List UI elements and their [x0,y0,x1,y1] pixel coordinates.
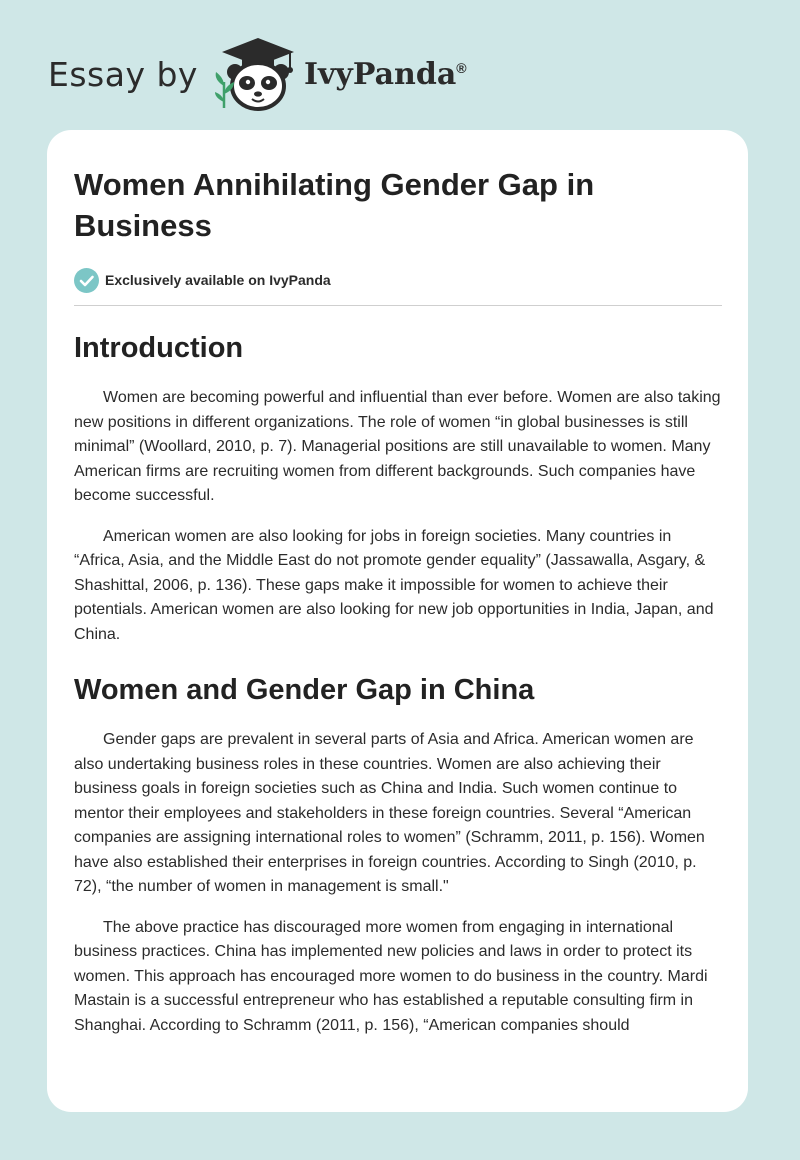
paragraph: The above practice has discouraged more women from engaging in international business practices. China has implemented new policies and laws in order to protect its women. This approach has encouraged more women to do business in the country. Mardi Mastain is a successful entrepreneur who has established a reputable consulting firm in Shanghai. According to Schramm (2011, p. 156), “American companies should [74,918,708,1034]
section-heading-introduction: Introduction [74,332,244,364]
brand-prefix: Essay by [48,54,198,94]
essay-title: Women Annihilating Gender Gap in Business [74,167,595,243]
brand-name: IvyPanda® [303,56,467,92]
check-circle-icon [74,268,99,293]
paragraph: Gender gaps are prevalent in several parts of Asia and Africa. American women are also undertaking business roles in these countries. Women are also achieving their business goals in foreign societies such as China and India. Such women continue to mentor their employees and stakeholders in these foreign countries. Several “American companies are assigning international roles to women” (Schramm, 2011, p. 156). Women have also established their enterprises in foreign countries. According to Singh (2010, p. 72), “the number of women in management is small." [74,731,705,895]
paragraph: Women are becoming powerful and influential than ever before. Women are also taking new positions in different organizations. The role of women “in global businesses is still minimal” (Woollard, 2010, p. 7). Managerial positions are still unavailable to women. Many American firms are recruiting women from different backgrounds. Such companies have become successful. [74,389,721,504]
paragraph: American women are also looking for jobs in foreign societies. Many countries in “Africa, Asia, and the Middle East do not promote gender equality” (Jassawalla, Asgary, & Shashittal, 2006, p. 136). These gaps make it impossible for women to achieve their potentials. American women are also looking for new job opportunities in India, Japan, and China. [74,527,714,643]
exclusive-badge [74,267,722,293]
exclusive-label: Exclusively available on IvyPanda [105,272,331,288]
registered-mark: ® [456,59,467,76]
essay-card [47,130,748,1112]
panda-logo-icon [212,36,298,112]
title-divider [74,305,722,306]
brand-header [48,34,467,114]
section-heading-china: Women and Gender Gap in China [74,674,535,706]
